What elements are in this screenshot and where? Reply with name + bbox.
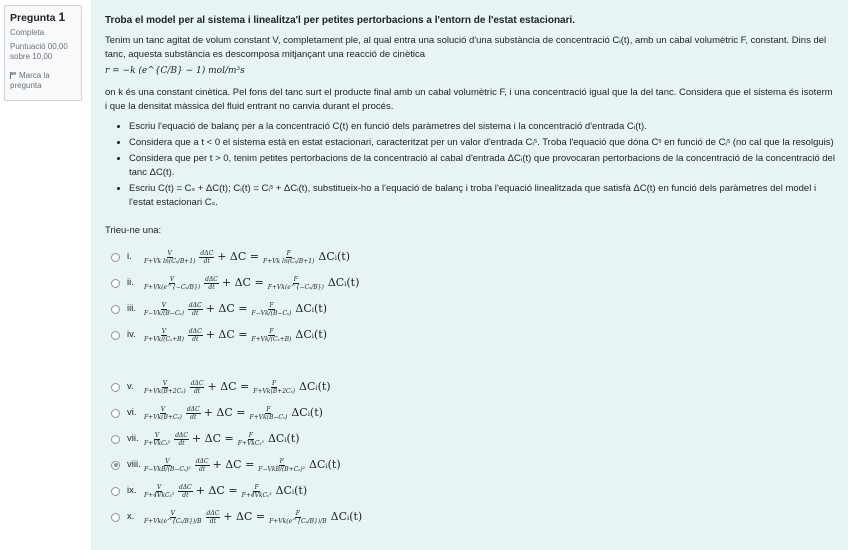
input-deviation-term: ΔCᵢ(t) bbox=[295, 302, 327, 315]
option-gap bbox=[105, 348, 836, 374]
input-deviation-term: ΔCᵢ(t) bbox=[275, 484, 308, 497]
fraction-denominator: F+Vk(B+2Cₛ) bbox=[144, 387, 186, 395]
answer-option[interactable] bbox=[105, 244, 836, 270]
fraction-denominator: F+VkCₛ² bbox=[237, 439, 264, 447]
reaction-kinetics-formula: r = −k (e^{C/B} − 1) mol/m³s bbox=[105, 66, 245, 76]
answer-option-label: vii. bbox=[127, 433, 139, 444]
question-title: Troba el model per al sistema i linealitza'l per petites pertorbacions a l'entorn de l'estat estacionari. bbox=[105, 15, 576, 26]
answer-radio[interactable] bbox=[111, 331, 120, 340]
fraction-numerator: V bbox=[170, 509, 175, 517]
fraction-denominator: dt bbox=[190, 413, 197, 421]
answer-radio[interactable] bbox=[111, 461, 120, 470]
equals-term: + ΔC = bbox=[223, 510, 266, 523]
fraction-numerator: V bbox=[160, 405, 166, 413]
rhs-coefficient bbox=[241, 484, 273, 499]
input-deviation-term: ΔCᵢ(t) bbox=[291, 406, 323, 419]
question-panel bbox=[91, 0, 848, 550]
rhs-coefficient bbox=[237, 432, 265, 447]
answer-option[interactable] bbox=[105, 452, 836, 478]
equals-term: + ΔC = bbox=[217, 250, 259, 263]
fraction-numerator: dΔC bbox=[175, 431, 188, 439]
answer-prompt: Trieu-ne una: bbox=[105, 225, 162, 236]
equals-term: + ΔC = bbox=[191, 432, 234, 445]
equals-term: + ΔC = bbox=[205, 302, 248, 315]
question-paragraph-1: Tenim un tanc agitat de volum constant V, completament ple, al qual entra una solució d'una substància de concentració Cᵢ(t), amb un cabal volumètric F, constant. Dins del tanc, aquesta substància es descomposa mitjançant una reacció de cinètica bbox=[105, 35, 827, 60]
answer-option[interactable] bbox=[105, 400, 836, 426]
fraction-denominator: dt bbox=[192, 335, 199, 343]
answer-expression bbox=[143, 432, 300, 447]
fraction-denominator: F−Vk/(B−Cₛ) bbox=[251, 309, 292, 317]
lhs-coefficient bbox=[143, 458, 192, 473]
fraction-denominator: F−Vk/(B−Cₛ) bbox=[144, 309, 184, 317]
input-deviation-term: ΔCᵢ(t) bbox=[318, 250, 350, 263]
question-grade: Puntuació 00,00 sobre 10,00 bbox=[10, 42, 68, 61]
fraction-numerator: F bbox=[293, 275, 298, 283]
answer-expression bbox=[143, 276, 359, 291]
instruction-list bbox=[105, 120, 836, 210]
question-number: Pregunta 1 bbox=[10, 10, 66, 24]
answer-radio[interactable] bbox=[111, 409, 120, 418]
lhs-coefficient bbox=[143, 510, 203, 525]
fraction-numerator: dΔC bbox=[205, 275, 218, 283]
fraction-numerator: dΔC bbox=[190, 379, 204, 387]
fraction-numerator: F bbox=[269, 327, 274, 335]
fraction-denominator: dt bbox=[193, 387, 201, 395]
input-deviation-term: ΔCᵢ(t) bbox=[327, 276, 360, 289]
answer-option-label: ii. bbox=[127, 277, 134, 288]
fraction-denominator: F+Vk ln(Cₛ/B+1) bbox=[262, 257, 315, 265]
derivative-term bbox=[199, 250, 214, 265]
fraction-numerator: F bbox=[248, 431, 253, 439]
input-deviation-term: ΔCᵢ(t) bbox=[309, 458, 341, 471]
answer-option[interactable] bbox=[105, 374, 836, 400]
fraction-numerator: V bbox=[162, 379, 168, 387]
answer-expression bbox=[143, 250, 350, 265]
lhs-coefficient bbox=[143, 380, 187, 395]
derivative-term bbox=[186, 406, 201, 421]
equals-term: + ΔC = bbox=[205, 328, 248, 341]
fraction-numerator: dΔC bbox=[206, 509, 220, 517]
fraction-denominator: F+Vk(e^{−Cₛ/B}) bbox=[144, 283, 201, 291]
question-state: Completa bbox=[10, 28, 45, 37]
equals-term: + ΔC = bbox=[221, 276, 264, 289]
fraction-denominator: F+Vk/(Cₛ+B) bbox=[144, 335, 184, 343]
rhs-coefficient bbox=[262, 250, 315, 265]
fraction-numerator: V bbox=[167, 249, 172, 257]
fraction-denominator: F+Vk(e^{Cₛ/B})/B bbox=[144, 517, 202, 525]
fraction-denominator: F+Vk(B+Cₛ) bbox=[144, 413, 182, 421]
equals-term: + ΔC = bbox=[207, 380, 250, 393]
equals-term: + ΔC = bbox=[195, 484, 238, 497]
fraction-denominator: F+Vk(e^{Cₛ/B})/B bbox=[269, 517, 327, 525]
answer-option[interactable] bbox=[105, 322, 836, 348]
instruction-item: • Escriu C(t) = Cₛ + ΔC(t); Cᵢ(t) = Cᵢˢ + ΔCᵢ(t), substitueix-ho a l'equació de balanç i troba l'equació linealitzada que satisfà ΔC(t) en funció dels paràmetres del model i l'estat estacionari Cₛ. bbox=[129, 182, 836, 210]
flag-icon bbox=[10, 72, 17, 79]
fraction-denominator: F+Vk(B+2Cₛ) bbox=[253, 387, 295, 395]
fraction-numerator: F bbox=[279, 457, 284, 465]
answer-radio[interactable] bbox=[111, 383, 120, 392]
fraction-denominator: dt bbox=[198, 465, 206, 473]
fraction-numerator: V bbox=[156, 483, 162, 491]
answer-option[interactable] bbox=[105, 296, 836, 322]
fraction-numerator: F bbox=[266, 405, 271, 413]
fraction-denominator: F−VkB/(B−Cₛ)² bbox=[144, 465, 191, 473]
lhs-coefficient bbox=[143, 484, 175, 499]
equals-term: + ΔC = bbox=[203, 406, 246, 419]
derivative-term bbox=[190, 380, 205, 395]
fraction-denominator: dt bbox=[182, 491, 189, 499]
fraction-denominator: dt bbox=[209, 517, 217, 525]
instruction-item: • Considera que a t < 0 el sistema està en estat estacionari, caracteritzat per un valor d'entrada Cᵢˢ. Troba l'equació que dóna Cˢ en funció de Cᵢˢ (no cal que la resolguis) bbox=[129, 136, 836, 150]
fraction-numerator: dΔC bbox=[188, 327, 202, 335]
input-deviation-term: ΔCᵢ(t) bbox=[299, 380, 331, 393]
fraction-denominator: dt bbox=[203, 257, 210, 265]
answer-option-label: iii. bbox=[127, 303, 136, 314]
derivative-term bbox=[188, 302, 203, 317]
flag-question-link[interactable]: Marca la pregunta bbox=[10, 71, 50, 90]
fraction-denominator: dt bbox=[208, 283, 215, 291]
fraction-numerator: V bbox=[154, 431, 160, 439]
answer-option[interactable] bbox=[105, 504, 836, 530]
lhs-coefficient bbox=[143, 250, 196, 265]
derivative-term bbox=[174, 432, 189, 447]
fraction-numerator: V bbox=[169, 275, 175, 283]
fraction-denominator: dt bbox=[178, 439, 185, 447]
answer-option[interactable] bbox=[105, 426, 836, 452]
answer-option-label: v. bbox=[127, 381, 134, 392]
input-deviation-term: ΔCᵢ(t) bbox=[330, 510, 363, 523]
lhs-coefficient bbox=[143, 406, 183, 421]
derivative-term bbox=[178, 484, 193, 499]
lhs-coefficient bbox=[143, 276, 201, 291]
fraction-denominator: F+Vk(e^{−Cₛ/B}) bbox=[267, 283, 324, 291]
fraction-denominator: F+4VkCₛ³ bbox=[144, 491, 174, 499]
derivative-term bbox=[195, 458, 210, 473]
fraction-numerator: dΔC bbox=[188, 301, 202, 309]
fraction-denominator: F−VkB/(B+Cₛ)² bbox=[258, 465, 306, 473]
answer-radio[interactable] bbox=[111, 435, 120, 444]
fraction-numerator: V bbox=[161, 301, 167, 309]
fraction-denominator: dt bbox=[192, 309, 199, 317]
answer-expression bbox=[143, 484, 307, 499]
answer-radio[interactable] bbox=[111, 305, 120, 314]
answer-radio[interactable] bbox=[111, 513, 120, 522]
derivative-term bbox=[204, 276, 219, 291]
answer-option-label: iv. bbox=[127, 329, 136, 340]
fraction-numerator: F bbox=[286, 249, 291, 257]
answer-option-label: i. bbox=[127, 251, 132, 262]
derivative-term bbox=[188, 328, 203, 343]
lhs-coefficient bbox=[143, 302, 185, 317]
answer-expression bbox=[143, 406, 323, 421]
answer-option[interactable] bbox=[105, 270, 836, 296]
fraction-denominator: F+Vk/(Cₛ+B) bbox=[251, 335, 292, 343]
answer-expression bbox=[143, 380, 331, 395]
answer-option-label: x. bbox=[127, 511, 135, 522]
answer-expression bbox=[143, 510, 362, 525]
rhs-coefficient bbox=[257, 458, 306, 473]
fraction-denominator: F+Vk ln(Cₛ/B+1) bbox=[144, 257, 196, 265]
fraction-numerator: F bbox=[254, 483, 259, 491]
answer-option-label: vi. bbox=[127, 407, 137, 418]
lhs-coefficient bbox=[143, 328, 185, 343]
fraction-numerator: dΔC bbox=[195, 457, 209, 465]
rhs-coefficient bbox=[248, 406, 288, 421]
fraction-denominator: F+Vk(B−Cₛ) bbox=[249, 413, 288, 421]
question-info-box bbox=[4, 5, 82, 101]
answer-expression bbox=[143, 458, 341, 473]
input-deviation-term: ΔCᵢ(t) bbox=[295, 328, 327, 341]
fraction-numerator: V bbox=[165, 457, 170, 465]
derivative-term bbox=[206, 510, 221, 525]
rhs-coefficient bbox=[267, 276, 325, 291]
answer-option-label: ix. bbox=[127, 485, 137, 496]
rhs-coefficient bbox=[252, 380, 296, 395]
answer-radio[interactable] bbox=[111, 253, 120, 262]
answer-radio[interactable] bbox=[111, 487, 120, 496]
fraction-numerator: F bbox=[295, 509, 300, 517]
answer-radio[interactable] bbox=[111, 279, 120, 288]
equals-term: + ΔC = bbox=[212, 458, 255, 471]
fraction-numerator: dΔC bbox=[186, 405, 200, 413]
fraction-numerator: F bbox=[269, 301, 274, 309]
answer-expression bbox=[143, 302, 327, 317]
input-deviation-term: ΔCᵢ(t) bbox=[267, 432, 300, 445]
fraction-numerator: dΔC bbox=[179, 483, 192, 491]
rhs-coefficient bbox=[250, 302, 292, 317]
rhs-coefficient bbox=[268, 510, 328, 525]
fraction-numerator: dΔC bbox=[200, 249, 214, 257]
rhs-coefficient bbox=[250, 328, 292, 343]
fraction-denominator: F+4VkCₛ³ bbox=[241, 491, 272, 499]
answer-options bbox=[105, 244, 836, 530]
question-paragraph-2: on k és una constant cinètica. Pel fons del tanc surt el producte final amb un cabal volumètric F, i una concentració igual que la del tanc. Considera que el sistema és isoterm i que la densitat màssica del fluid entrant no canvia durant el procés. bbox=[105, 87, 833, 112]
fraction-denominator: F+VkCₛ² bbox=[144, 439, 171, 447]
answer-option[interactable] bbox=[105, 478, 836, 504]
lhs-coefficient bbox=[143, 432, 171, 447]
instruction-item: • Considera que per t > 0, tenim petites pertorbacions de la concentració al cabal d'entrada ΔCᵢ(t) que provocaran pertorbacions de la concentració de la concentració del tanc ΔC(t). bbox=[129, 152, 836, 180]
instruction-item: • Escriu l'equació de balanç per a la concentració C(t) en funció dels paràmetres del sistema i la concentració d'entrada Cᵢ(t). bbox=[129, 120, 836, 134]
fraction-numerator: V bbox=[161, 327, 167, 335]
answer-option-label: viii. bbox=[127, 459, 141, 470]
answer-expression bbox=[143, 328, 327, 343]
fraction-numerator: F bbox=[272, 379, 277, 387]
